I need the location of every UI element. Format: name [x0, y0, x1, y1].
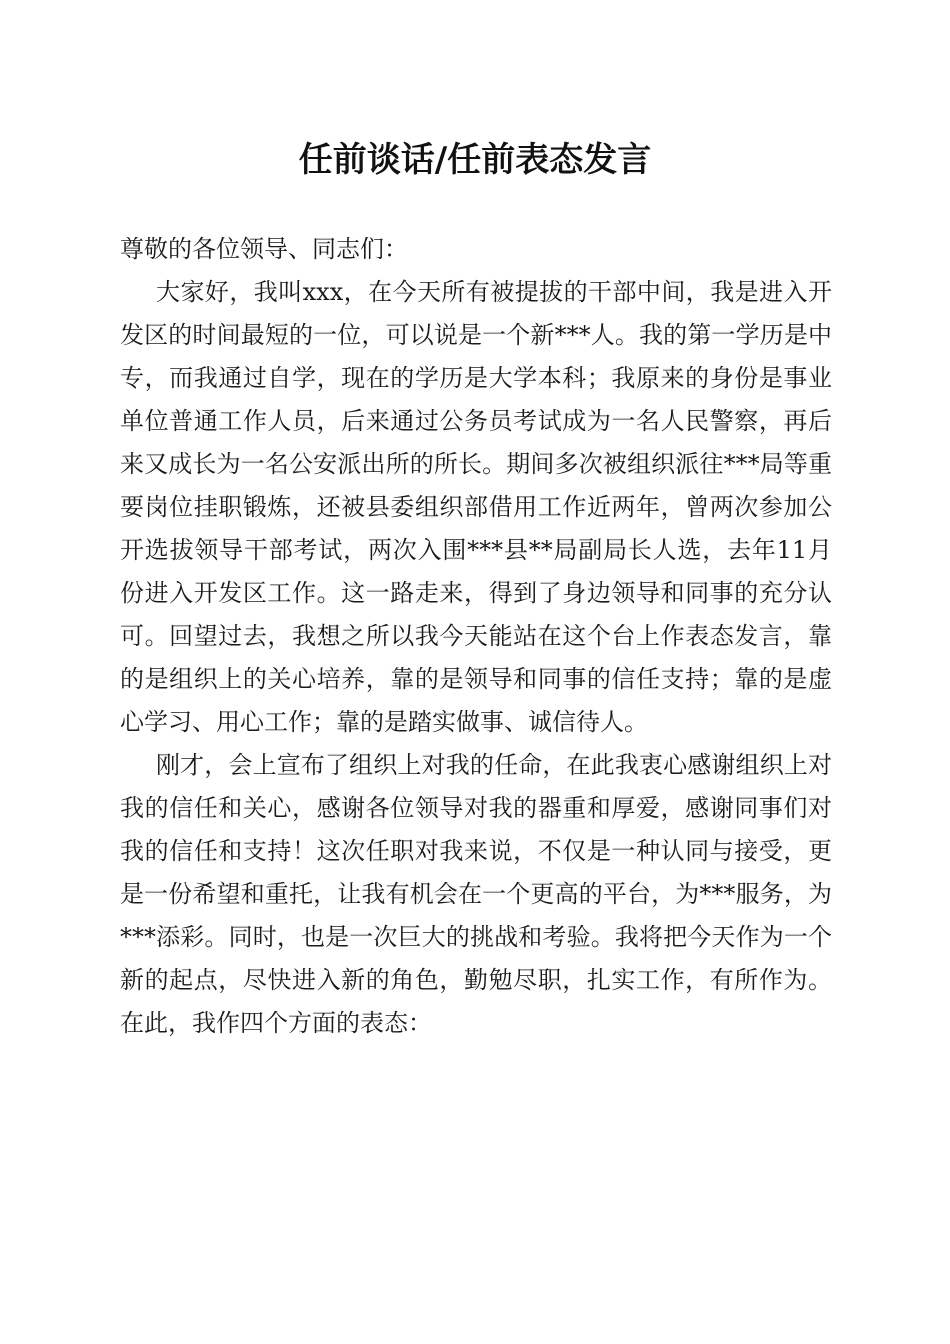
paragraph-introduction: 大家好，我叫xxx，在今天所有被提拔的干部中间，我是进入开发区的时间最短的一位，可以说是一个新***人。我的第一学历是中专，而我通过自学，现在的学历是大学本科；我原来的身份是事业单位普通工作人员，后来通过公务员考试成为一名人民警察，再后来又成长为一名公安派出所的所长。期间多次被组织派往***局等重要岗位挂职锻炼，还被县委组织部借用工作近两年，曾两次参加公开选拔领导干部考试，两次入围***县**局副局长人选，去年11月份进入开发区工作。这一路走来，得到了身边领导和同事的充分认可。回望过去，我想之所以我今天能站在这个台上作表态发言，靠的是组织上的关心培养，靠的是领导和同事的信任支持；靠的是虚心学习、用心工作；靠的是踏实做事、诚信待人。: [120, 278, 832, 736]
document-body: [120, 228, 832, 1045]
paragraph-gratitude: 刚才，会上宣布了组织上对我的任命，在此我衷心感谢组织上对我的信任和关心，感谢各位领导对我的器重和厚爱，感谢同事们对我的信任和支持！这次任职对我来说，不仅是一种认同与接受，更是一份希望和重托，让我有机会在一个更高的平台，为***服务，为***添彩。同时，也是一次巨大的挑战和考验。我将把今天作为一个新的起点，尽快进入新的角色，勤勉尽职，扎实工作，有所作为。在此，我作四个方面的表态：: [120, 751, 832, 1037]
salutation: 尊敬的各位领导、同志们：: [120, 235, 408, 263]
document-title: 任前谈话/任前表态发言: [298, 140, 652, 180]
